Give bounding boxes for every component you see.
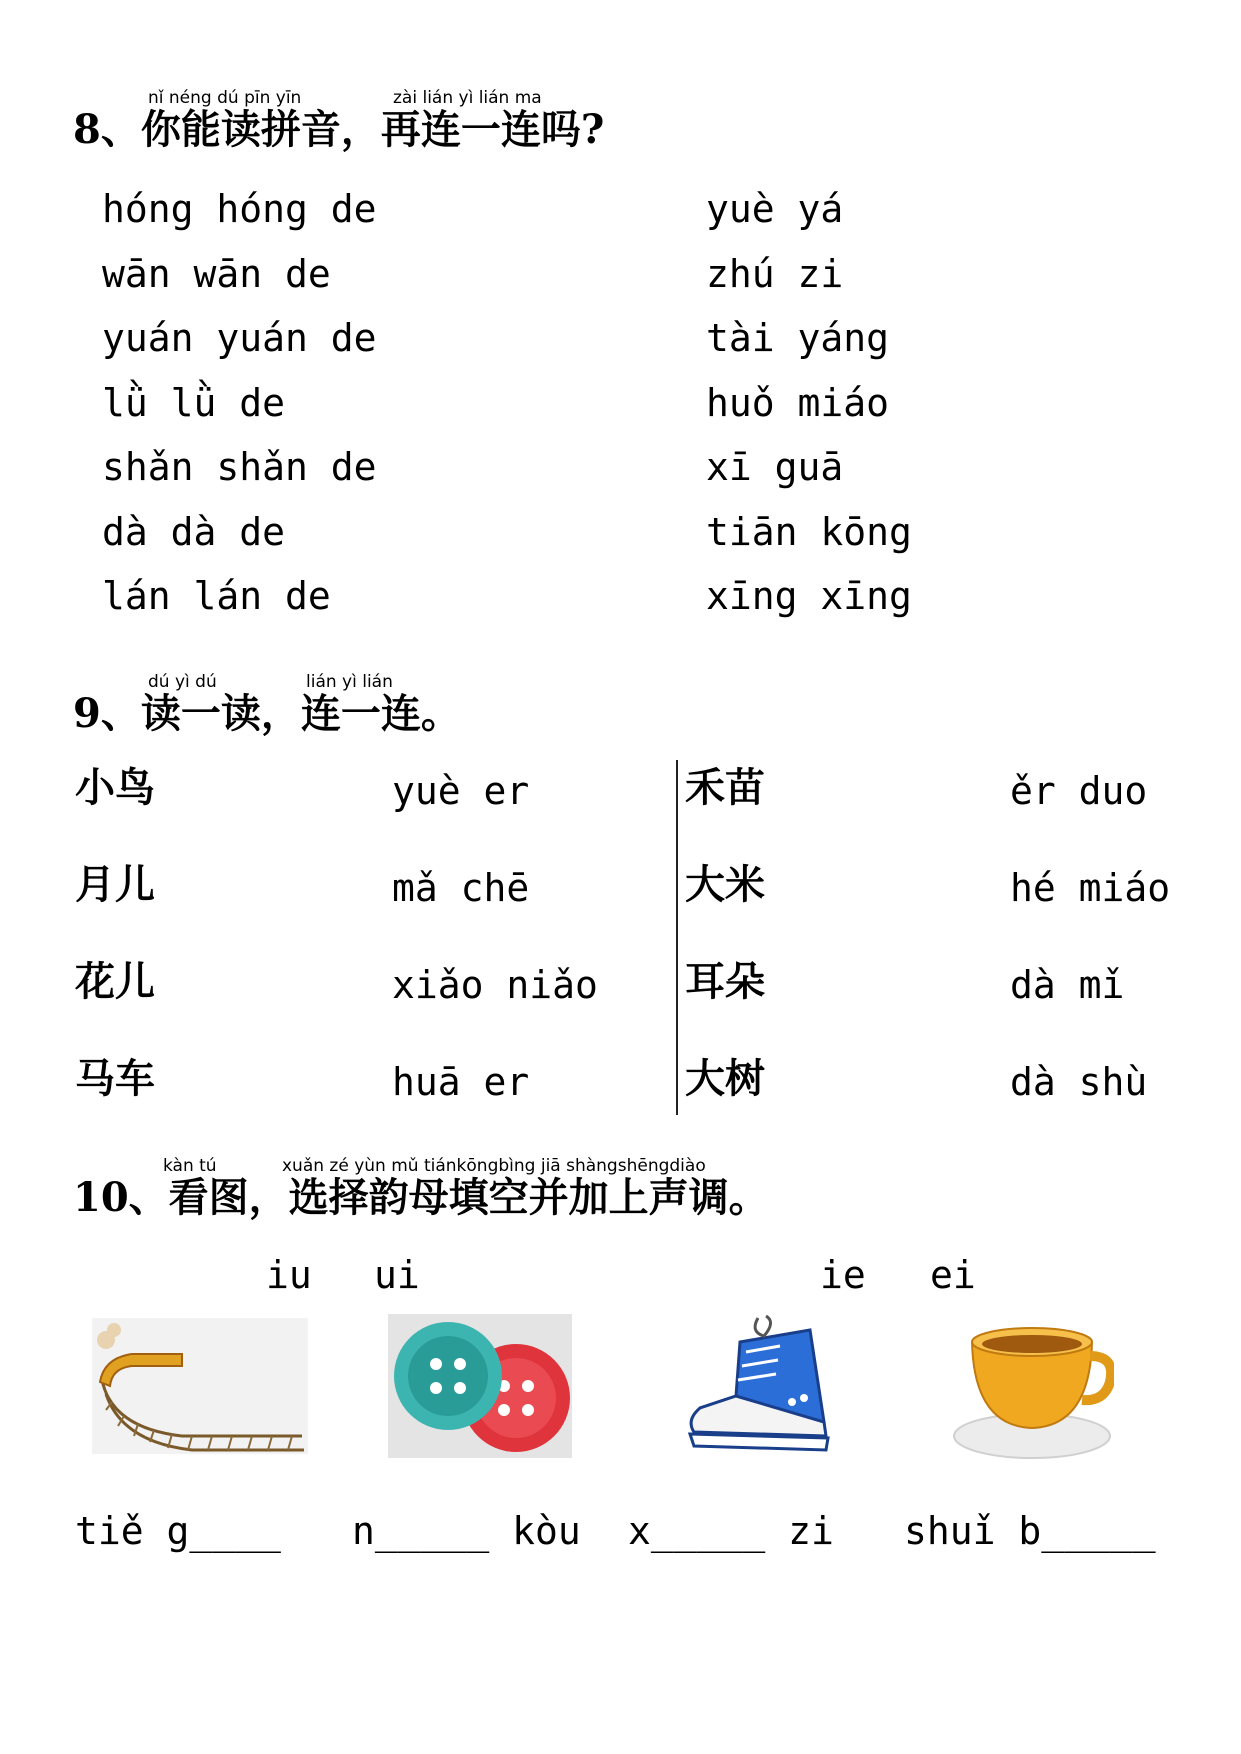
q9-right-word-1: 大米 [685,861,765,908]
q8-left-item-6: lán lán de [102,574,331,618]
teacup-image [950,1316,1114,1462]
q9-right-pinyin-1: hé miáo [1010,866,1171,910]
q9-left-word-3: 马车 [75,1055,155,1102]
train-track-image [92,1318,308,1454]
q9-left-word-2: 花儿 [75,958,155,1005]
q9-ruby-2: lián yì lián [306,672,393,692]
q9-left-pinyin-0: yuè er [392,769,530,813]
q8-left-item-2: yuán yuán de [102,316,377,360]
q9-right-pinyin-2: dà mǐ [1010,963,1125,1007]
q10-ruby-1: kàn tú [163,1156,217,1176]
q9-right-pinyin-0: ěr duo [1010,769,1148,813]
q9-right-word-0: 禾苗 [685,764,765,811]
q8-left-item-5: dà dà de [102,509,286,554]
buttons-image [388,1314,572,1458]
column-divider [676,760,678,1115]
q8-left-item-4: shǎn shǎn de [102,445,377,489]
q10-choice-ui: ui [374,1253,420,1297]
q10-title: 10、看图，选择韵母填空并加上声调。 [73,1174,769,1221]
q8-ruby-1: nǐ néng dú pīn yīn [148,88,302,108]
q9-left-pinyin-2: xiǎo niǎo [392,963,598,1007]
q10-blank-0[interactable]: tiě g____ [75,1509,281,1553]
q10-blank-1[interactable]: n_____ kòu [352,1509,581,1553]
q10-choice-ei: ei [930,1253,976,1297]
q9-right-word-2: 耳朵 [685,958,765,1005]
q9-right-word-3: 大树 [685,1055,765,1102]
q8-right-item-0: yuè yá [706,187,844,231]
q8-right-item-2: tài yáng [706,316,890,360]
sneaker-image [680,1312,836,1462]
q10-choice-iu: iu [266,1253,312,1297]
q8-right-item-1: zhú zi [706,251,844,296]
q10-blank-2[interactable]: x_____ zi [628,1509,834,1553]
q10-choice-ie: ie [820,1253,866,1297]
q8-right-item-4: xī guā [706,445,844,489]
q8-left-item-0: hóng hóng de [102,187,377,231]
q8-title: 8、你能读拼音，再连一连吗? [73,106,605,153]
q9-left-word-0: 小鸟 [75,764,155,811]
q8-right-item-5: tiān kōng [706,509,912,554]
q8-left-item-3: lǜ lǜ de [102,380,286,425]
q9-left-word-1: 月儿 [75,861,155,908]
q9-left-pinyin-1: mǎ chē [392,866,530,910]
q8-right-item-3: huǒ miáo [706,380,890,425]
q8-left-item-1: wān wān de [102,251,331,296]
q9-left-pinyin-3: huā er [392,1060,530,1104]
q8-ruby-2: zài lián yì lián ma [393,88,542,108]
q10-ruby-2: xuǎn zé yùn mǔ tiánkōngbìng jiā shàngshēngdiào [282,1156,706,1176]
q8-right-item-6: xīng xīng [706,574,912,618]
q9-right-pinyin-3: dà shù [1010,1060,1148,1104]
q10-blank-3[interactable]: shuǐ b_____ [904,1509,1156,1553]
q9-title: 9、读一读，连一连。 [73,690,461,737]
q9-ruby-1: dú yì dú [148,672,217,692]
